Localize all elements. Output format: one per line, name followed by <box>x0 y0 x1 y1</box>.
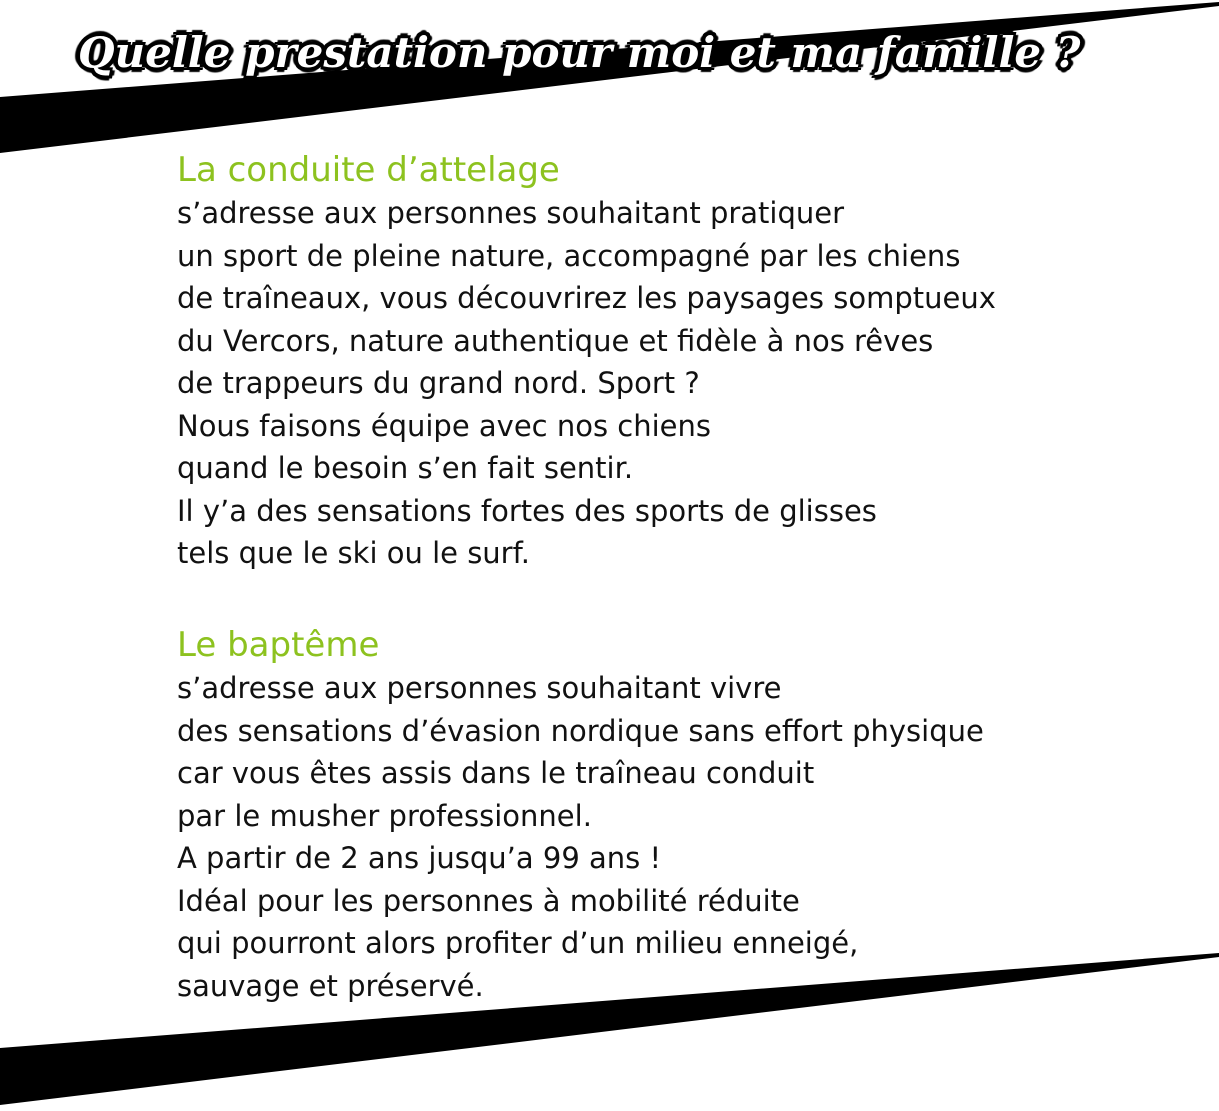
section-conduite-attelage <box>177 148 996 575</box>
body-line: Idéal pour les personnes à mobilité réduite <box>177 883 800 918</box>
section-heading: Le baptême <box>177 625 380 665</box>
body-line: s’adresse aux personnes souhaitant vivre <box>177 671 782 705</box>
body-line: car vous êtes assis dans le traîneau conduit <box>177 756 815 790</box>
body-line: sauvage et préservé. <box>177 968 484 1003</box>
section-body <box>177 667 984 1007</box>
body-line: qui pourront alors profiter d’un milieu enneigé, <box>177 926 859 960</box>
body-line: du Vercors, nature authentique et fidèle à nos rêves <box>177 323 934 358</box>
body-line: de traîneaux, vous découvrirez les paysages somptueux <box>177 281 996 315</box>
body-line: tels que le ski ou le surf. <box>177 536 530 570</box>
body-line: A partir de 2 ans jusqu’a 99 ans ! <box>177 841 662 875</box>
body-line: de trappeurs du grand nord. Sport ? <box>177 366 700 400</box>
body-line: Il y’a des sensations fortes des sports de glisses <box>177 493 877 528</box>
page-title: Quelle prestation pour moi et ma famille ? <box>78 28 1081 77</box>
body-line: par le musher professionnel. <box>177 798 592 833</box>
section-bapteme <box>177 623 984 1007</box>
body-line: des sensations d’évasion nordique sans effort physique <box>177 713 984 748</box>
body-line: un sport de pleine nature, accompagné par les chiens <box>177 238 961 273</box>
section-body <box>177 192 996 575</box>
body-line: Nous faisons équipe avec nos chiens <box>177 408 711 443</box>
section-heading: La conduite d’attelage <box>177 150 560 190</box>
top-brush-band <box>0 2 1219 153</box>
body-line: s’adresse aux personnes souhaitant pratiquer <box>177 196 845 230</box>
body-line: quand le besoin s’en fait sentir. <box>177 451 634 485</box>
